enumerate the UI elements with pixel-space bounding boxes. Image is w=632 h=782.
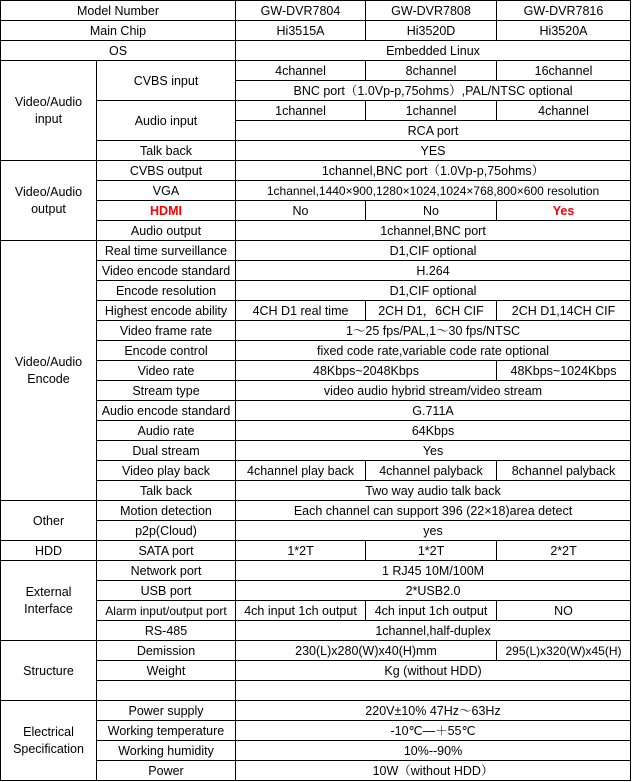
row-main-chip xyxy=(1,21,631,41)
vga-value: 1channel,1440×900,1280×1024,1024×768,800×600 resolution xyxy=(236,181,631,201)
group-hdd: HDD xyxy=(1,541,97,561)
highest-encode-7808: 2CH D1，6CH CIF xyxy=(366,301,497,321)
audio-input-7808: 1channel xyxy=(366,101,497,121)
empty-cell xyxy=(236,681,631,701)
video-playback-label: Video play back xyxy=(97,461,236,481)
encode-control-label: Encode control xyxy=(97,341,236,361)
group-video-audio-input: Video/Audio input xyxy=(1,61,97,161)
sata-7816: 2*2T xyxy=(497,541,631,561)
alarm-label: Alarm input/output port xyxy=(97,601,236,621)
os-label: OS xyxy=(1,41,236,61)
row-cvbs-output xyxy=(1,161,631,181)
encode-resolution-label: Encode resolution xyxy=(97,281,236,301)
encode-control-value: fixed code rate,variable code rate optional xyxy=(236,341,631,361)
rs485-label: RS-485 xyxy=(97,621,236,641)
row-cvbs-input-channels xyxy=(1,61,631,81)
empty-cell xyxy=(97,681,236,701)
os-value: Embedded Linux xyxy=(236,41,631,61)
group-external-interface: External Interface xyxy=(1,561,97,641)
power-label: Power xyxy=(97,761,236,781)
audio-input-7816: 4channel xyxy=(497,101,631,121)
sata-7808: 1*2T xyxy=(366,541,497,561)
encode-talk-back-value: Two way audio talk back xyxy=(236,481,631,501)
video-rate-value-b: 48Kbps~1024Kbps xyxy=(497,361,631,381)
realtime-label: Real time surveillance xyxy=(97,241,236,261)
weight-value: Kg (without HDD) xyxy=(236,661,631,681)
working-humidity-value: 10%--90% xyxy=(236,741,631,761)
network-label: Network port xyxy=(97,561,236,581)
row-model-number xyxy=(1,1,631,21)
power-supply-label: Power supply xyxy=(97,701,236,721)
row-motion-detection xyxy=(1,501,631,521)
power-supply-value: 220V±10% 47Hz～63Hz xyxy=(236,701,631,721)
working-humidity-label: Working humidity xyxy=(97,741,236,761)
alarm-7804: 4ch input 1ch output xyxy=(236,601,366,621)
group-other: Other xyxy=(1,501,97,541)
encode-standard-value: H.264 xyxy=(236,261,631,281)
chip-7808: Hi3520D xyxy=(366,21,497,41)
stream-type-label: Stream type xyxy=(97,381,236,401)
alarm-7816: NO xyxy=(497,601,631,621)
dual-stream-label: Dual stream xyxy=(97,441,236,461)
group-encode: Video/Audio Encode xyxy=(1,241,97,501)
model-7816: GW-DVR7816 xyxy=(497,1,631,21)
working-temperature-value: -10℃—＋55℃ xyxy=(236,721,631,741)
audio-output-value: 1channel,BNC port xyxy=(236,221,631,241)
input-talk-back-label: Talk back xyxy=(97,141,236,161)
cvbs-input-7804: 4channel xyxy=(236,61,366,81)
rs485-value: 1channel,half-duplex xyxy=(236,621,631,641)
working-temperature-label: Working temperature xyxy=(97,721,236,741)
audio-rate-label: Audio rate xyxy=(97,421,236,441)
usb-value: 2*USB2.0 xyxy=(236,581,631,601)
highest-encode-label: Highest encode ability xyxy=(97,301,236,321)
motion-detection-label: Motion detection xyxy=(97,501,236,521)
audio-output-label: Audio output xyxy=(97,221,236,241)
row-os xyxy=(1,41,631,61)
group-video-audio-output: Video/Audio output xyxy=(1,161,97,241)
encode-talk-back-label: Talk back xyxy=(97,481,236,501)
chip-7816: Hi3520A xyxy=(497,21,631,41)
sata-7804: 1*2T xyxy=(236,541,366,561)
frame-rate-label: Video frame rate xyxy=(97,321,236,341)
video-playback-7816: 8channel palyback xyxy=(497,461,631,481)
chip-7804: Hi3515A xyxy=(236,21,366,41)
encode-standard-label: Video encode standard xyxy=(97,261,236,281)
power-value: 10W（without HDD） xyxy=(236,761,631,781)
audio-rate-value: 64Kbps xyxy=(236,421,631,441)
sata-label: SATA port xyxy=(97,541,236,561)
weight-label: Weight xyxy=(97,661,236,681)
dimension-value-a: 230(L)x280(W)x40(H)mm xyxy=(236,641,497,661)
model-number-label: Model Number xyxy=(1,1,236,21)
cvbs-input-label: CVBS input xyxy=(97,61,236,101)
audio-input-label: Audio input xyxy=(97,101,236,141)
network-value: 1 RJ45 10M/100M xyxy=(236,561,631,581)
audio-input-port: RCA port xyxy=(236,121,631,141)
video-playback-7808: 4channel palyback xyxy=(366,461,497,481)
row-realtime xyxy=(1,241,631,261)
main-chip-label: Main Chip xyxy=(1,21,236,41)
frame-rate-value: 1～25 fps/PAL,1～30 fps/NTSC xyxy=(236,321,631,341)
hdmi-7816: Yes xyxy=(497,201,631,221)
hdmi-7804: No xyxy=(236,201,366,221)
row-power-supply xyxy=(1,701,631,721)
video-rate-value-a: 48Kbps~2048Kbps xyxy=(236,361,497,381)
usb-label: USB port xyxy=(97,581,236,601)
cvbs-output-label: CVBS output xyxy=(97,161,236,181)
cvbs-input-7808: 8channel xyxy=(366,61,497,81)
row-network xyxy=(1,561,631,581)
vga-label: VGA xyxy=(97,181,236,201)
cvbs-output-value: 1channel,BNC port（1.0Vp-p,75ohms） xyxy=(236,161,631,181)
stream-type-value: video audio hybrid stream/video stream xyxy=(236,381,631,401)
audio-encode-standard-label: Audio encode standard xyxy=(97,401,236,421)
encode-resolution-value: D1,CIF optional xyxy=(236,281,631,301)
group-electrical: Electrical Specification xyxy=(1,701,97,781)
p2p-value: yes xyxy=(236,521,631,541)
video-rate-label: Video rate xyxy=(97,361,236,381)
p2p-label: p2p(Cloud) xyxy=(97,521,236,541)
hdmi-label: HDMI xyxy=(97,201,236,221)
highest-encode-7804: 4CH D1 real time xyxy=(236,301,366,321)
alarm-7808: 4ch input 1ch output xyxy=(366,601,497,621)
video-playback-7804: 4channel play back xyxy=(236,461,366,481)
dimension-value-b: 295(L)x320(W)x45(H) xyxy=(497,641,631,661)
realtime-value: D1,CIF optional xyxy=(236,241,631,261)
motion-detection-value: Each channel can support 396 (22×18)area detect xyxy=(236,501,631,521)
group-structure: Structure xyxy=(1,641,97,701)
row-dimension xyxy=(1,641,631,661)
highest-encode-7816: 2CH D1,14CH CIF xyxy=(497,301,631,321)
cvbs-input-7816: 16channel xyxy=(497,61,631,81)
input-talk-back-value: YES xyxy=(236,141,631,161)
dimension-label: Demission xyxy=(97,641,236,661)
dual-stream-value: Yes xyxy=(236,441,631,461)
audio-encode-standard-value: G.711A xyxy=(236,401,631,421)
model-7804: GW-DVR7804 xyxy=(236,1,366,21)
row-sata xyxy=(1,541,631,561)
cvbs-input-port: BNC port（1.0Vp-p,75ohms）,PAL/NTSC optional xyxy=(236,81,631,101)
hdmi-7808: No xyxy=(366,201,497,221)
model-7808: GW-DVR7808 xyxy=(366,1,497,21)
audio-input-7804: 1channel xyxy=(236,101,366,121)
